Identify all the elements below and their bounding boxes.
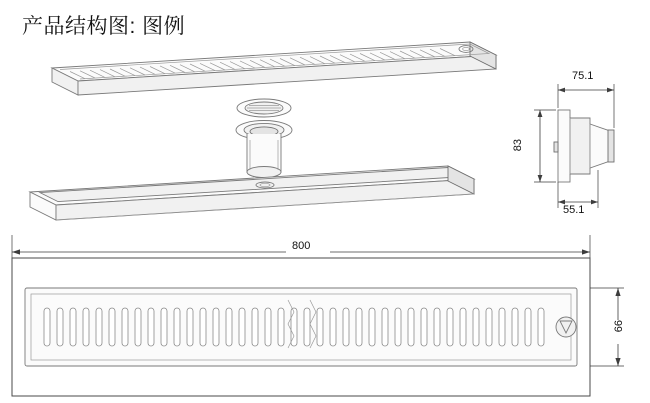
dimension-label-side-height: 83 [512, 139, 524, 152]
dimension-label-plan-length: 800 [292, 240, 311, 252]
dimension-label-plan-width: 66 [613, 320, 625, 333]
top-view-grate-plan [12, 258, 590, 396]
drain-body-cup [236, 121, 292, 178]
dimension-label-side-bottom: 55.1 [563, 204, 585, 216]
outlet-side-section [554, 110, 614, 182]
page-title: 产品结构图: 图例 [22, 15, 186, 38]
dimension-side-height [534, 110, 556, 182]
grate-cover-panel [52, 42, 496, 95]
drain-strainer-ring [237, 99, 291, 117]
dimension-label-side-width: 75.1 [572, 70, 594, 82]
